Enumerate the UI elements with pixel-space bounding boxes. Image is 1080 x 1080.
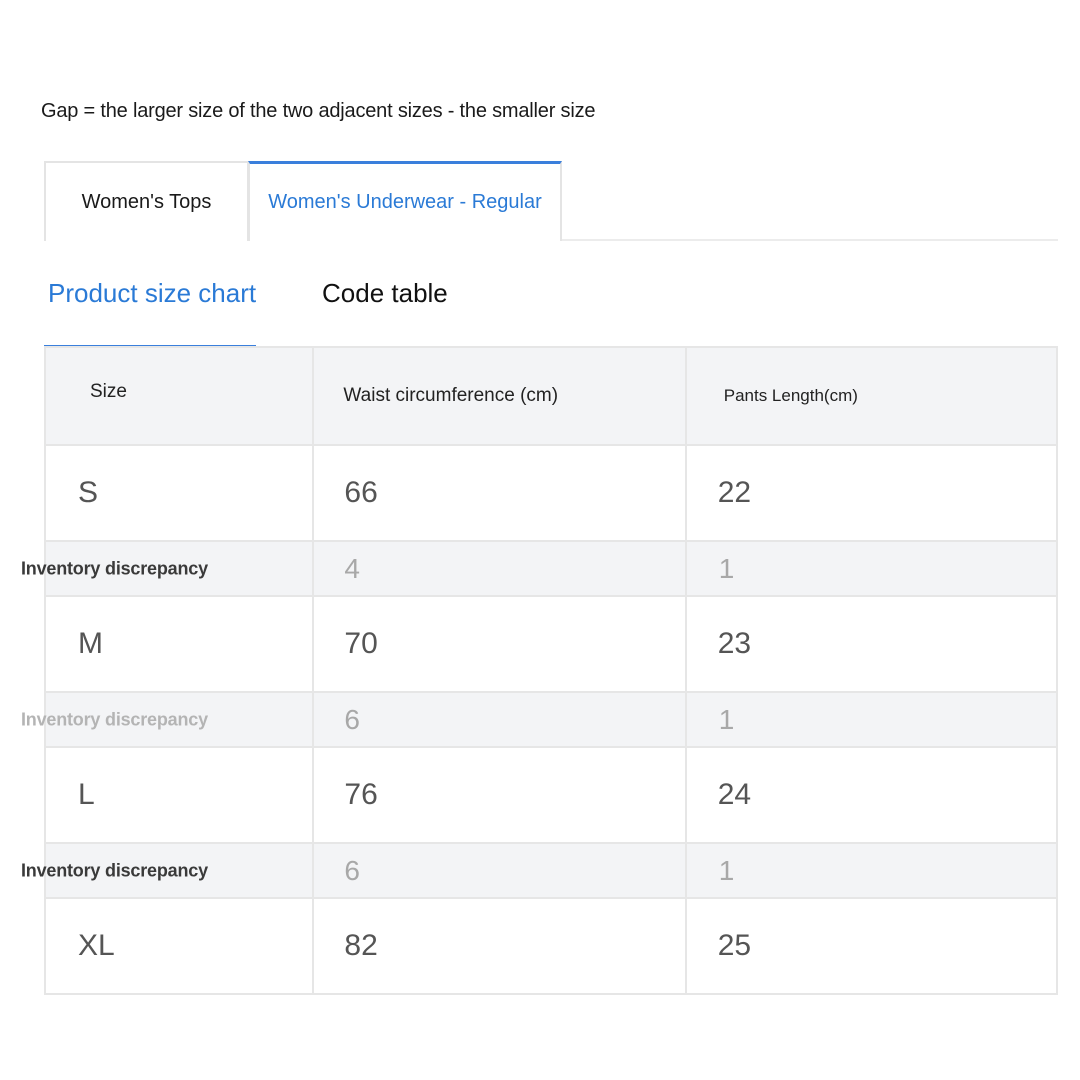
pants-length-gap-cell: 1 <box>686 541 1057 596</box>
waist-gap-cell: 4 <box>313 541 685 596</box>
gap-label: Inventory discrepancy <box>21 558 208 578</box>
column-header-waist: Waist circumference (cm) <box>313 347 685 445</box>
table-row-gap <box>45 541 1057 596</box>
table-row-size-s <box>45 445 1057 541</box>
gap-label: Inventory discrepancy <box>21 860 208 880</box>
waist-cell: 66 <box>313 445 685 541</box>
size-cell: M <box>45 596 313 692</box>
size-cell: XL <box>45 898 313 994</box>
pants-length-cell: 22 <box>686 445 1057 541</box>
table-row-size-m <box>45 596 1057 692</box>
column-header-size: Size <box>45 347 313 445</box>
waist-gap-cell: 6 <box>313 692 685 747</box>
gap-formula-note: Gap = the larger size of the two adjacent sizes - the smaller size <box>41 100 596 122</box>
chart-type-tabs <box>44 260 1058 348</box>
size-table <box>21 346 1058 995</box>
waist-cell: 70 <box>313 596 685 692</box>
table-row-size-l <box>45 747 1057 843</box>
category-tabs <box>44 161 1058 241</box>
gap-label-cell <box>21 843 313 898</box>
tab-womens-tops[interactable]: Women's Tops <box>44 161 249 241</box>
table-header-row <box>45 347 1057 445</box>
table-row-size-xl <box>45 898 1057 994</box>
waist-cell: 82 <box>313 898 685 994</box>
tab-code-table[interactable]: Code table <box>322 278 448 308</box>
pants-length-cell: 23 <box>686 596 1057 692</box>
gap-label: Inventory discrepancy <box>21 709 208 729</box>
table-row-gap <box>45 843 1057 898</box>
gap-label-cell <box>21 541 313 596</box>
size-cell: S <box>45 445 313 541</box>
tab-womens-underwear-regular[interactable]: Women's Underwear - Regular <box>248 161 562 241</box>
column-header-pants-length: Pants Length(cm) <box>686 347 1057 445</box>
pants-length-cell: 25 <box>686 898 1057 994</box>
pants-length-cell: 24 <box>686 747 1057 843</box>
table-row-gap <box>45 692 1057 747</box>
gap-label-cell <box>21 692 313 747</box>
waist-cell: 76 <box>313 747 685 843</box>
pants-length-gap-cell: 1 <box>686 843 1057 898</box>
waist-gap-cell: 6 <box>313 843 685 898</box>
pants-length-gap-cell: 1 <box>686 692 1057 747</box>
tab-product-size-chart[interactable]: Product size chart <box>48 278 257 308</box>
size-cell: L <box>45 747 313 843</box>
